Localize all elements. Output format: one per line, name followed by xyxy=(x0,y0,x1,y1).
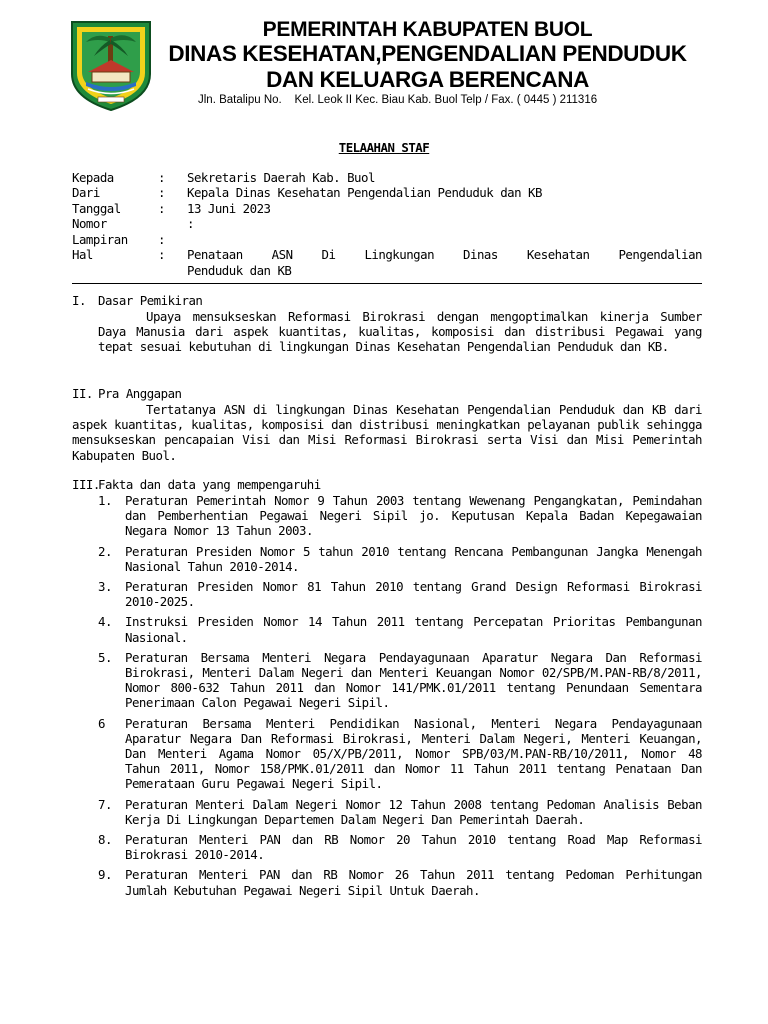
list-item xyxy=(98,832,702,862)
memo-colon: : xyxy=(158,247,165,262)
list-item-number: 9. xyxy=(98,867,112,883)
letterhead-address: Jln. Batalipu No. Kel. Leok II Kec. Biau Kab. Buol Telp / Fax. ( 0445 ) 211316 xyxy=(198,94,598,106)
list-item xyxy=(98,867,702,897)
list-item xyxy=(98,579,702,609)
memo-colon: : xyxy=(158,201,165,216)
list-item xyxy=(98,493,702,539)
list-item-number: 1. xyxy=(98,493,112,508)
list-item-number: 4. xyxy=(98,614,112,630)
facts-list xyxy=(98,493,702,903)
memo-value-hal: Penataan ASN Di Lingkungan Dinas Kesehatan Pengendalian xyxy=(187,247,702,262)
memo-value-kepada: Sekretaris Daerah Kab. Buol xyxy=(187,170,375,185)
memo-label-tanggal: Tanggal xyxy=(72,201,121,216)
list-item-text: Instruksi Presiden Nomor 14 Tahun 2011 tentang Percepatan Prioritas Pembangunan Nasional. xyxy=(125,614,702,645)
memo-colon-nomor: : xyxy=(187,216,194,231)
memo-colon: : xyxy=(158,185,165,200)
list-item xyxy=(98,797,702,827)
list-item-text: Peraturan Menteri Dalam Negeri Nomor 12 Tahun 2008 tentang Pedoman Analisis Beban Kerja Di Lingkungan Departemen Dalam Negeri Dan Pemerintah Daerah. xyxy=(125,796,702,827)
memo-value-hal-cont: Penduduk dan KB xyxy=(187,263,292,278)
memo-value-dari: Kepala Dinas Kesehatan Pengendalian Penduduk dan KB xyxy=(187,185,542,200)
memo-label-kepada: Kepada xyxy=(72,170,114,185)
list-item-text: Peraturan Bersama Menteri Negara Pendayagunaan Aparatur Negara Dan Reformasi Birokrasi, Menteri Dalam Negeri dan Menteri Keuangan Nomor 02/SPB/M.PAN-RB/8/2011, Nomor 800-632 Tahun 2011 dan Nomor 141/PMK.01/2011 tentang Penundaan Sementara Penerimaan Calon Pegawai Negeri Sipil. xyxy=(125,649,702,711)
list-item-text: Peraturan Menteri PAN dan RB Nomor 26 Tahun 2011 tentang Pedoman Perhitungan Jumlah Kebutuhan Pegawai Negeri Sipil Untuk Daerah. xyxy=(125,867,702,898)
memo-colon: : xyxy=(158,232,165,247)
section-body-pra-anggapan xyxy=(72,402,702,463)
section-title-dasar-pemikiran: Dasar Pemikiran xyxy=(98,293,203,308)
section-title-pra-anggapan: Pra Anggapan xyxy=(98,386,182,401)
section-title-fakta-dan-data: Fakta dan data yang mempengaruhi xyxy=(98,477,321,492)
letterhead-line-agency: DINAS KESEHATAN,PENGENDALIAN PENDUDUK xyxy=(168,41,687,66)
list-item-text: Peraturan Menteri PAN dan RB Nomor 20 Tahun 2010 tentang Road Map Reformasi Birokrasi 2010-2014. xyxy=(125,832,702,863)
section-number: II. xyxy=(72,386,93,401)
list-item-text: Peraturan Pemerintah Nomor 9 Tahun 2003 tentang Wewenang Pengangkatan, Pemindahan dan Pemberhentian Pegawai Negeri Sipil jo. Keputusan Kepala Badan Kepegawaian Negara Nomor 13 Tahun 2003. xyxy=(125,493,702,539)
memo-label-hal: Hal xyxy=(72,247,93,262)
list-item xyxy=(98,614,702,644)
list-item-text: Peraturan Bersama Menteri Pendidikan Nasional, Menteri Negara Pendayagunaan Aparatur Negara Dan Reformasi Birokrasi, Menteri Dalam Negeri, Menteri Keuangan, Dan Menteri Agama Nomor 05/X/PB/2011, Nomor SPB/03/M.PAN-RB/10/2011, Nomor 48 Tahun 2011, Nomor 158/PMK.01/2011 dan Nomor 11 Tahun 2011 tentang Penataan Dan Pemerataan Guru Pegawai Negeri Sipil. xyxy=(125,715,702,792)
memo-label-nomor: Nomor xyxy=(72,216,107,231)
list-item-number: 8. xyxy=(98,832,112,848)
list-item-number: 3. xyxy=(98,579,112,595)
section-number: I. xyxy=(72,293,86,308)
section-number: III. xyxy=(72,477,100,492)
buol-regency-emblem-icon xyxy=(68,16,154,112)
list-item xyxy=(98,716,702,792)
list-item-text: Peraturan Presiden Nomor 5 tahun 2010 tentang Rencana Pembangunan Jangka Menengah Nasional Tahun 2010-2014. xyxy=(125,543,702,574)
letterhead-line-agency-cont: DAN KELUARGA BERENCANA xyxy=(266,67,589,92)
memo-colon: : xyxy=(158,170,165,185)
list-item-text: Peraturan Presiden Nomor 81 Tahun 2010 tentang Grand Design Reformasi Birokrasi 2010-2025. xyxy=(125,579,702,610)
paragraph: Tertatanya ASN di lingkungan Dinas Kesehatan Pengendalian Penduduk dan KB dari aspek kuantitas, kualitas, komposisi dan distribusi meningkatkan pelayanan publik sehingga mensukseskan pencapaian Visi dan Misi Reformasi Birokrasi serta Visi dan Misi Pemerintah Kabupaten Buol. xyxy=(72,402,702,463)
memo-value-tanggal: 13 Juni 2023 xyxy=(187,201,271,216)
list-item-number: 2. xyxy=(98,543,112,559)
section-body-dasar-pemikiran xyxy=(98,309,702,355)
list-item xyxy=(98,544,702,574)
letterhead-line-government: PEMERINTAH KABUPATEN BUOL xyxy=(262,18,593,41)
memo-label-dari: Dari xyxy=(72,185,100,200)
memo-label-lampiran: Lampiran xyxy=(72,232,128,247)
list-item-number: 6 xyxy=(98,715,105,731)
document-title: TELAAHAN STAF xyxy=(338,140,430,155)
header-divider xyxy=(72,283,702,284)
list-item-number: 5. xyxy=(98,649,112,665)
paragraph: Upaya mensukseskan Reformasi Birokrasi dengan mengoptimalkan kinerja Sumber Daya Manusia dari aspek kuantitas, kualitas, komposisi dan distribusi Pegawai yang tepat sesuai kebutuhan di lingkungan Dinas Kesehatan Pengendalian Penduduk dan KB. xyxy=(98,309,702,355)
list-item-number: 7. xyxy=(98,796,112,812)
list-item xyxy=(98,650,702,711)
